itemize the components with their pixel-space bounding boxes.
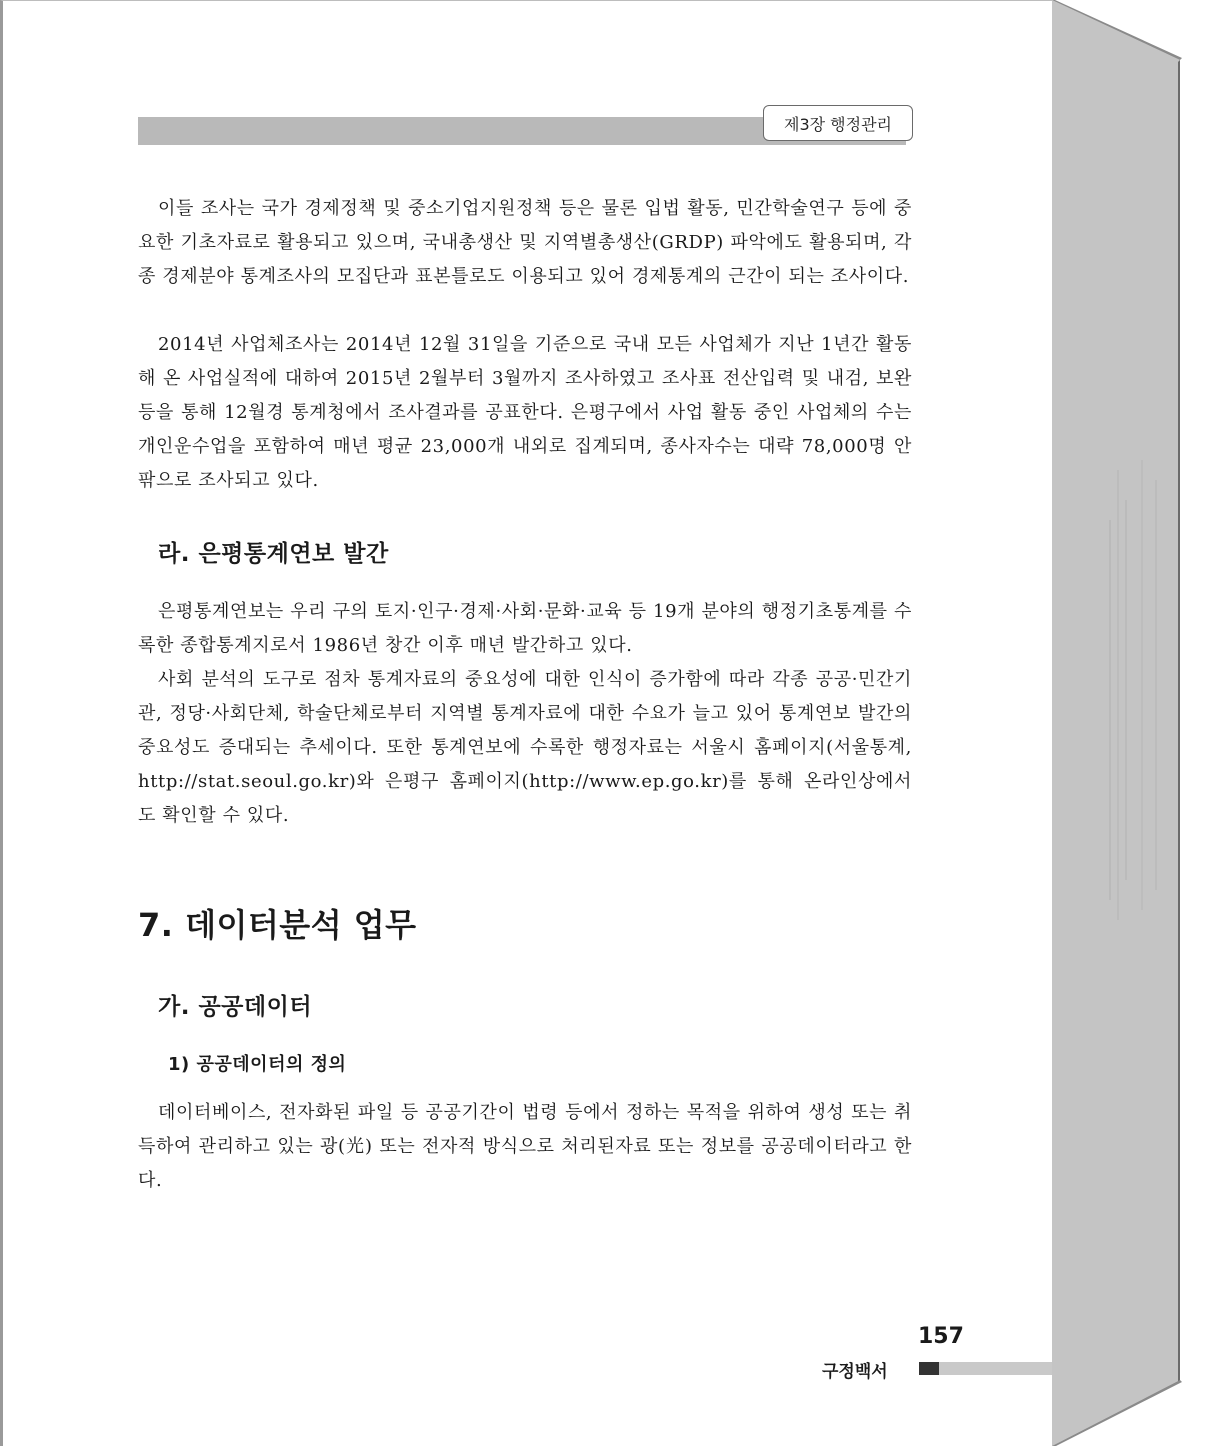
footer-marker-dark (919, 1362, 939, 1375)
paragraph-yearbook-demand: 사회 분석의 도구로 점차 통계자료의 중요성에 대한 인식이 증가함에 따라 각종 공공·민간기관, 정당·사회단체, 학술단체로부터 지역별 통계자료에 대한 수요가 늘고 있어 통계연보 발간의 중요성도 증대되는 추세이다. 또한 통계연보에 수록한 행정자료는 서울시 홈페이지(서울통계, http://stat.seoul.go.kr)와 은평구 홈페이지(http://www.ep.go.kr)를 통해 온라인상에서도 확인할 수 있다. (138, 669, 912, 826)
paragraph-public-data-definition: 데이터베이스, 전자화된 파일 등 공공기간이 법령 등에서 정하는 목적을 위하여 생성 또는 취득하여 관리하고 있는 광(光) 또는 전자적 방식으로 처리된자료 또는 정보를 공공데이터라고 한다. (138, 1102, 912, 1191)
section-heading-yearbook: 라. 은평통계연보 발간 (158, 541, 389, 567)
subsection-heading-definition: 1) 공공데이터의 정의 (168, 1054, 347, 1075)
chapter-tab: 제3장 행정관리 (763, 105, 913, 141)
book-page-stack (1052, 0, 1215, 1446)
paragraph-survey-usage: 이들 조사는 국가 경제정책 및 중소기업지원정책 등은 물론 입법 활동, 민간학술연구 등에 중요한 기초자료로 활용되고 있으며, 국내총생산 및 지역별총생산(GRDP) 파악에도 활용되며, 각종 경제분야 통계조사의 모집단과 표본틀로도 이용되고 있어 경제통계의 근간이 되는 조사이다. (138, 198, 912, 287)
paragraph-business-survey: 2014년 사업체조사는 2014년 12월 31일을 기준으로 국내 모든 사업체가 지난 1년간 활동해 온 사업실적에 대하여 2015년 2월부터 3월까지 조사하였고 조사표 전산입력 및 내검, 보완 등을 통해 12월경 통계청에서 조사결과를 공표한다. 은평구에서 사업 활동 중인 사업체의 수는 개인운수업을 포함하여 매년 평균 23,000개 내외로 집계되며, 종사자수는 대략 78,000명 안팎으로 조사되고 있다. (138, 334, 912, 491)
footer-marker-bar (939, 1362, 1052, 1375)
paragraph-yearbook-intro: 은평통계연보는 우리 구의 토지·인구·경제·사회·문화·교육 등 19개 분야의 행정기초통계를 수록한 종합통계지로서 1986년 창간 이후 매년 발간하고 있다. (138, 601, 912, 656)
section-heading-data-analysis: 7. 데이터분석 업무 (138, 906, 417, 944)
book-title: 구정백서 (822, 1362, 888, 1382)
page-number: 157 (918, 1324, 964, 1349)
section-heading-public-data: 가. 공공데이터 (158, 994, 313, 1020)
